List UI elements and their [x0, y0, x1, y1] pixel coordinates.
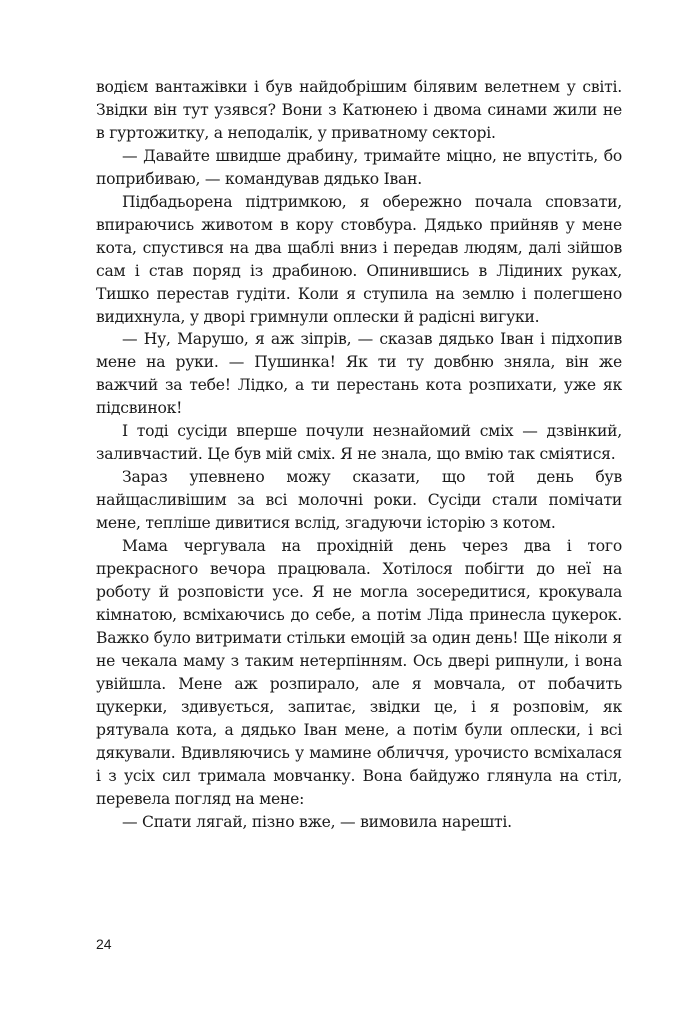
paragraph-6: Зараз упевнено можу сказати, що той день був найщасливішим за всі молочні роки. Сусіди стали помічати мене, тепліше дивитися вслід, згадуючи історію з котом. — [96, 468, 622, 533]
paragraph-2: — Давайте швидше драбину, тримайте міцно, не впустіть, бо поприбиваю, — командував дядько Іван. — [96, 146, 622, 188]
paragraph-4: — Ну, Марушо, я аж зіпрів, — сказав дядько Іван і підхопив мене на руки. — Пушинка! Як ти ту довбню зняла, він же важчий за тебе! Лідко, а ти перестань кота розпихати, уже як підсвинок! — [96, 330, 622, 418]
paragraph-8: — Спати лягай, пізно вже, — вимовила нарешті. — [122, 812, 512, 831]
page-number: 24 — [96, 936, 112, 952]
paragraph-7: Мама чергувала на прохідній день через два і того прекрасного вечора працювала. Хотілося побігти до неї на роботу й розповісти усе. Я не могла зосередитися, крокувала кімнатою, всміхаючись до себе, а потім Ліда принесла цукерок. Важко було витримати стільки емоцій за один день! Ще ніколи я не чекала маму з таким нетерпінням. Ось двері рипнули, і вона увійшла. Мене аж розпирало, але я мовчала, от побачить цукерки, здивується, запитає, звідки це, і я розповім, як рятувала кота, а дядько Іван мене, а потім були оплески, і всі дякували. Вдивляючись у мамине обличчя, урочисто всміхалася і з усіх сил тримала мовчанку. Вона байдужо глянула на стіл, перевела погляд на мене: — [96, 537, 622, 808]
paragraph-5: І тоді сусіди вперше почули незнайомий сміх — дзвінкий, заливчастий. Це був мій сміх. Я не знала, що вмію так сміятися. — [96, 422, 622, 464]
paragraph-3: Підбадьорена підтримкою, я обережно почала сповзати, впираючись животом в кору стовбура. Дядько прийняв у мене кота, спустився на два щаблі вниз і передав людям, далі зійшов сам і став поряд із драбиною. Опинившись в Лідиних руках, Тишко перестав гудіти. Коли я ступила на землю і полегшено видихнула, у дворі гримнули оплески й радісні вигуки. — [96, 192, 622, 326]
paragraph-1: водієм вантажівки і був найдобрішим білявим велетнем у світі. Звідки він тут узявся? Вони з Катюнею і двома синами жили не в гуртожитку, а неподалік, у приватному секторі. — [96, 78, 622, 142]
body-text — [96, 76, 622, 833]
